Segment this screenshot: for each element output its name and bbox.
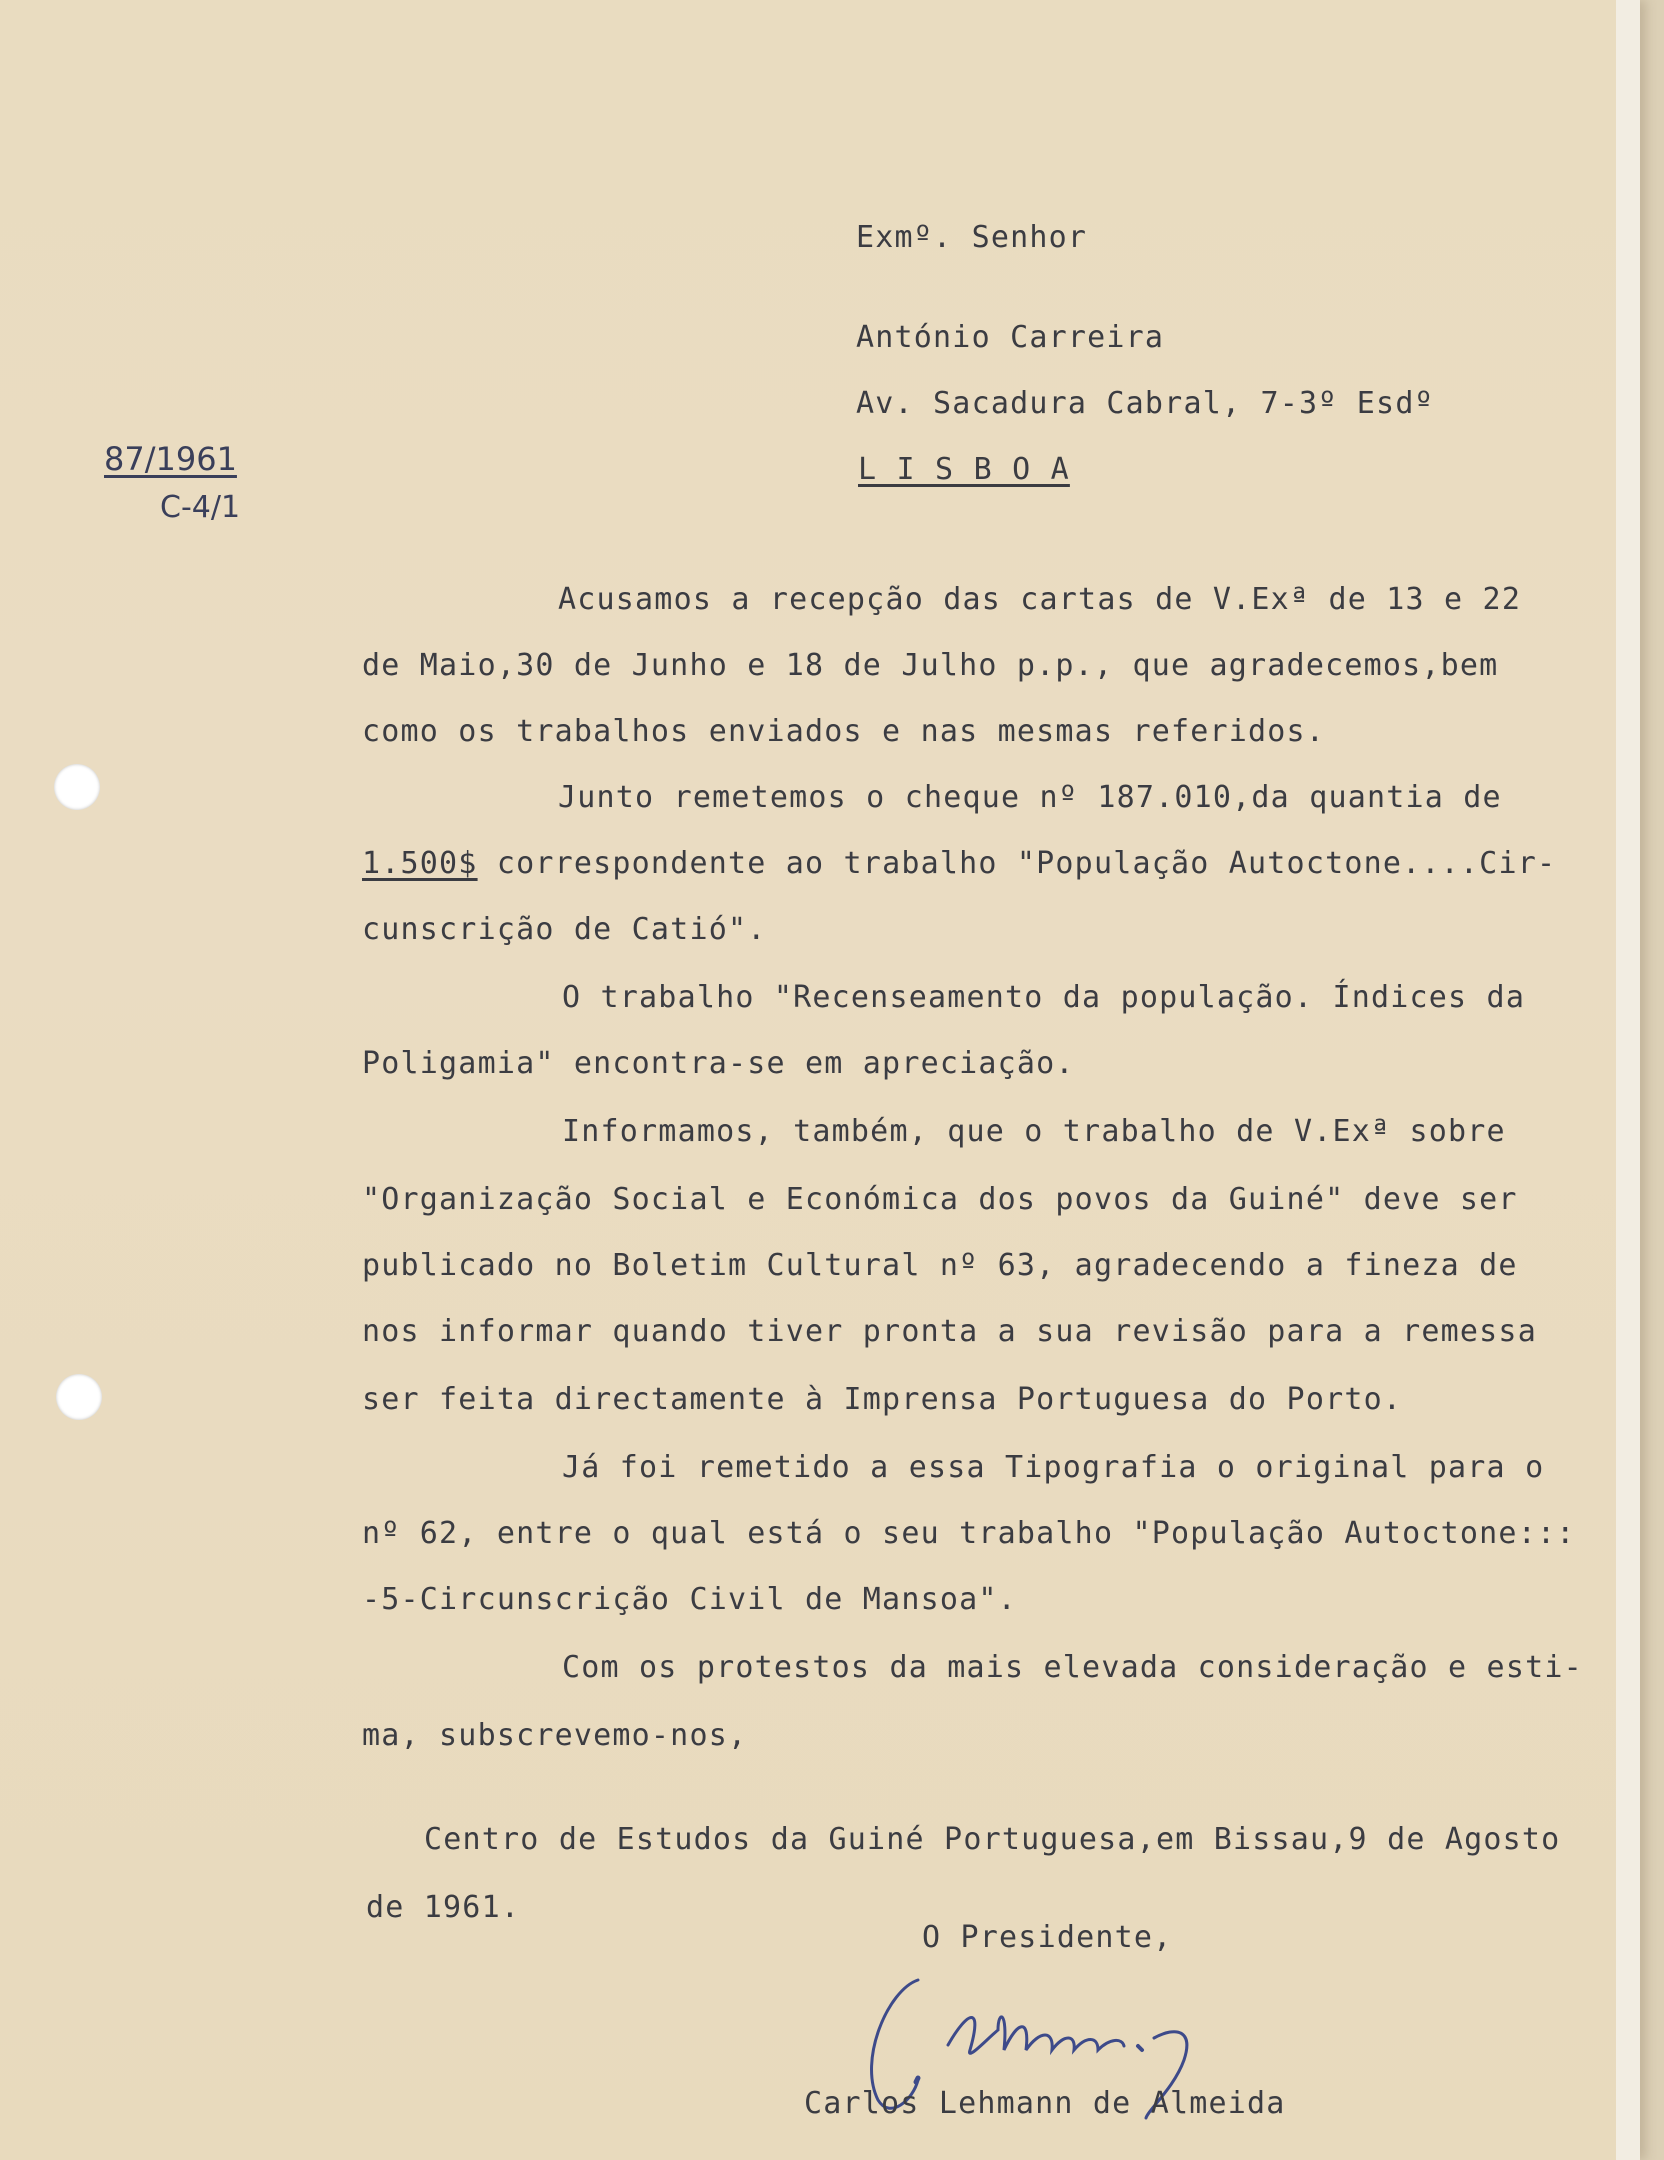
signer-role: O Presidente,: [922, 1920, 1173, 1955]
punch-hole: [56, 1374, 102, 1420]
body-line: cunscrição de Catió".: [362, 912, 767, 947]
body-line: O trabalho "Recenseamento da população. Índices da: [562, 980, 1526, 1015]
body-line: 1.500$ correspondente ao trabalho "População Autoctone....Cir-: [362, 846, 1557, 881]
body-line: -5-Circunscrição Civil de Mansoa".: [362, 1582, 1017, 1617]
body-line: Junto remetemos o cheque nº 187.010,da quantia de: [558, 780, 1502, 815]
body-line: Com os protestos da mais elevada consideração e esti-: [562, 1650, 1583, 1685]
body-line: Informamos, também, que o trabalho de V.Exª sobre: [562, 1114, 1506, 1149]
recipient-salutation: Exmº. Senhor: [856, 220, 1088, 255]
body-line: nº 62, entre o qual está o seu trabalho "População Autoctone:::: [362, 1516, 1576, 1551]
recipient-city: L I S B O A: [858, 452, 1070, 487]
body-line: de Maio,30 de Junho e 18 de Julho p.p., que agradecemos,bem: [362, 648, 1499, 683]
place-date-line: Centro de Estudos da Guiné Portuguesa,em Bissau,9 de Agosto: [424, 1822, 1561, 1857]
punch-hole: [54, 764, 100, 810]
body-line: ma, subscrevemo-nos,: [362, 1718, 748, 1753]
reference-number: 87/1961: [104, 440, 237, 478]
body-line: como os trabalhos enviados e nas mesmas referidos.: [362, 714, 1326, 749]
body-line: Já foi remetido a essa Tipografia o original para o: [562, 1450, 1545, 1485]
signer-name: Carlos Lehmann de Almeida: [804, 2086, 1286, 2121]
paper-edge: [1616, 0, 1640, 2160]
reference-code: C-4/1: [160, 490, 241, 525]
body-line: "Organização Social e Económica dos povos da Guiné" deve ser: [362, 1182, 1518, 1217]
recipient-address: Av. Sacadura Cabral, 7-3º Esdº: [856, 386, 1434, 421]
body-line: publicado no Boletim Cultural nº 63, agradecendo a fineza de: [362, 1248, 1518, 1283]
place-date-line: de 1961.: [366, 1890, 521, 1925]
cheque-amount: 1.500$: [362, 846, 478, 881]
recipient-name: António Carreira: [856, 320, 1165, 355]
body-line: ser feita directamente à Imprensa Portuguesa do Porto.: [362, 1382, 1403, 1417]
body-line: Acusamos a recepção das cartas de V.Exª de 13 e 22: [558, 582, 1522, 617]
body-line: nos informar quando tiver pronta a sua revisão para a remessa: [362, 1314, 1537, 1349]
body-line: Poligamia" encontra-se em apreciação.: [362, 1046, 1075, 1081]
